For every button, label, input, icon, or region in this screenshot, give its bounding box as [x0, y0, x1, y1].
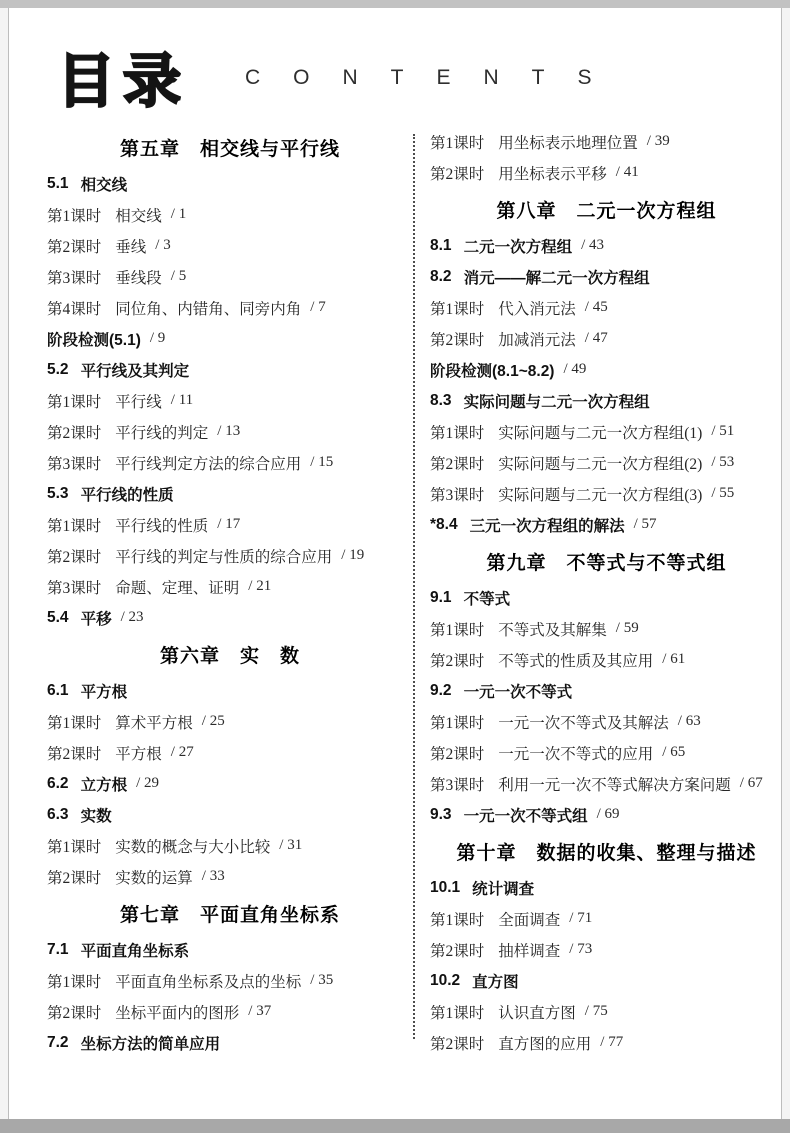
entry-page-number: / 5 — [170, 268, 187, 284]
entry-title: 第八章 二元一次方程组 — [496, 200, 717, 222]
toc-entry-section — [47, 478, 413, 509]
entry-page-number: / 29 — [136, 775, 159, 791]
entry-label: 9.2 — [430, 681, 452, 699]
entry-label: 6.2 — [47, 774, 69, 792]
toc-entry-section — [47, 934, 413, 965]
entry-title: 第十章 数据的收集、整理与描述 — [456, 842, 757, 864]
entry-title: 平面直角坐标系及点的坐标 — [115, 973, 302, 991]
entry-label: 第2课时 — [430, 455, 485, 473]
entry-title: 二元一次方程组 — [463, 238, 573, 256]
entry-label: 5.3 — [47, 484, 69, 502]
entry-title: 不等式的性质及其应用 — [498, 652, 654, 670]
toc-entry-section — [47, 799, 413, 830]
toc-entry-lesson — [430, 644, 783, 675]
toc-entry-section — [47, 675, 413, 706]
toc-entry-lesson — [430, 737, 783, 768]
entry-title: 一元一次不等式组 — [463, 807, 588, 825]
entry-label: 第2课时 — [430, 745, 485, 763]
entry-title: 用坐标表示地理位置 — [498, 134, 638, 152]
entry-title: 直方图的应用 — [498, 1035, 592, 1053]
entry-title: 一元一次不等式及其解法 — [498, 714, 669, 732]
entry-label: 7.2 — [47, 1033, 69, 1051]
entry-label: 第2课时 — [47, 869, 102, 887]
entry-label: 6.3 — [47, 805, 69, 823]
entry-title: 利用一元一次不等式解决方案问题 — [498, 776, 731, 794]
toc-entry-section — [430, 230, 783, 261]
toc-entry-lesson — [430, 1027, 783, 1058]
entry-page-number: / 25 — [201, 713, 225, 729]
entry-title: 平行线的判定与性质的综合应用 — [115, 548, 333, 566]
entry-label: 第1课时 — [430, 1004, 485, 1022]
entry-label: 第2课时 — [430, 165, 485, 183]
entry-title: 不等式及其解集 — [498, 621, 607, 639]
entry-label: 第1课时 — [430, 424, 485, 442]
entry-title: 代入消元法 — [498, 300, 576, 318]
entry-page-number: / 35 — [310, 972, 334, 988]
entry-label: 第1课时 — [47, 838, 102, 856]
entry-label: 10.2 — [430, 971, 461, 989]
toc-right-column — [415, 126, 783, 1058]
entry-label: 第2课时 — [47, 548, 102, 566]
entry-title: 实际问题与二元一次方程组(1) — [498, 424, 703, 442]
entry-page-number: / 7 — [310, 299, 326, 315]
entry-label: 第1课时 — [47, 393, 102, 411]
toc-entry-lesson — [47, 861, 413, 892]
entry-label: 8.2 — [430, 267, 452, 285]
entry-title: 平行线的性质 — [115, 517, 209, 535]
entry-page-number: / 51 — [711, 423, 735, 439]
entry-title: 平行线的性质 — [80, 486, 174, 504]
entry-title: 加减消元法 — [498, 331, 576, 349]
entry-page-number: / 19 — [341, 547, 365, 563]
entry-page-number: / 69 — [596, 806, 620, 822]
entry-label: 8.1 — [430, 236, 452, 254]
entry-title: 实际问题与二元一次方程组(3) — [498, 486, 703, 504]
toc-entry-lesson — [47, 996, 413, 1027]
toc-entry-section — [430, 509, 783, 540]
entry-page-number: / 23 — [120, 609, 144, 625]
entry-page-number: / 3 — [155, 237, 171, 253]
entry-title: 平方根 — [80, 683, 128, 701]
entry-title: 一元一次不等式的应用 — [498, 745, 654, 763]
entry-label: 第1课时 — [430, 621, 485, 639]
entry-page-number: / 33 — [201, 868, 225, 884]
entry-title: 立方根 — [80, 776, 128, 794]
toc-entry-section — [430, 872, 783, 903]
table-of-contents — [9, 126, 783, 1058]
entry-title: 不等式 — [463, 590, 511, 608]
entry-title: 平面直角坐标系 — [80, 942, 190, 960]
entry-label: 9.1 — [430, 588, 452, 606]
page-title-english: CONTENTS — [245, 66, 625, 89]
toc-entry-chapter — [430, 540, 783, 582]
page-top-edge — [0, 0, 790, 8]
entry-label: 第2课时 — [430, 1035, 485, 1053]
entry-title: 阶段检测(5.1) — [47, 331, 141, 349]
entry-label: 第1课时 — [430, 714, 485, 732]
toc-entry-section — [47, 602, 413, 633]
entry-title: 实际问题与二元一次方程组 — [463, 393, 650, 411]
entry-page-number: / 9 — [149, 330, 166, 346]
toc-entry-chapter — [430, 830, 783, 872]
toc-entry-lesson — [430, 768, 783, 799]
entry-title: 平行线及其判定 — [80, 362, 190, 380]
toc-entry-section — [47, 768, 413, 799]
toc-entry-chapter — [430, 188, 783, 230]
entry-title: 实数的概念与大小比较 — [115, 838, 271, 856]
entry-label: 第1课时 — [47, 714, 102, 732]
toc-entry-section — [430, 385, 783, 416]
entry-page-number: / 53 — [711, 454, 735, 470]
entry-title: 平方根 — [115, 745, 162, 763]
toc-entry-section — [430, 582, 783, 613]
entry-title: 相交线 — [115, 207, 162, 225]
toc-entry-lesson — [430, 706, 783, 737]
toc-entry-lesson — [430, 416, 783, 447]
entry-title: 抽样调查 — [498, 942, 561, 960]
entry-label: 第2课时 — [430, 331, 485, 349]
entry-page-number: / 11 — [170, 392, 194, 408]
page-bottom-edge — [0, 1119, 790, 1133]
entry-label: 第3课时 — [47, 269, 102, 287]
entry-title: 阶段检测(8.1~8.2) — [430, 362, 555, 380]
toc-entry-lesson — [47, 737, 413, 768]
entry-page-number: / 17 — [217, 516, 241, 532]
entry-title: 坐标方法的简单应用 — [80, 1035, 221, 1053]
toc-entry-section — [47, 168, 413, 199]
entry-label: 5.1 — [47, 174, 69, 192]
toc-entry-lesson — [430, 323, 783, 354]
toc-entry-lesson — [47, 447, 413, 478]
toc-entry-section — [430, 675, 783, 706]
entry-page-number: / 55 — [711, 485, 735, 501]
toc-entry-test — [430, 354, 783, 385]
entry-title: 垂线 — [115, 238, 147, 256]
entry-page-number: / 61 — [662, 651, 686, 667]
entry-title: 第七章 平面直角坐标系 — [119, 904, 340, 926]
entry-title: 统计调查 — [472, 880, 535, 898]
toc-entry-lesson — [430, 934, 783, 965]
entry-label: 第1课时 — [47, 517, 102, 535]
entry-title: 实际问题与二元一次方程组(2) — [498, 455, 703, 473]
entry-label: 第3课时 — [430, 776, 485, 794]
entry-page-number: / 45 — [584, 299, 608, 315]
toc-entry-lesson — [47, 230, 413, 261]
entry-title: 相交线 — [80, 176, 128, 194]
entry-label: 第2课时 — [430, 652, 485, 670]
entry-page-number: / 59 — [615, 620, 639, 636]
entry-label: 第1课时 — [47, 207, 102, 225]
toc-entry-lesson — [47, 416, 413, 447]
entry-label: 第2课时 — [47, 238, 102, 256]
entry-label: 第1课时 — [430, 134, 485, 152]
toc-entry-chapter — [47, 892, 413, 934]
toc-entry-chapter — [47, 126, 413, 168]
entry-page-number: / 31 — [279, 837, 303, 853]
toc-entry-lesson — [47, 509, 413, 540]
entry-title: 直方图 — [472, 973, 519, 991]
entry-page-number: / 57 — [633, 516, 657, 532]
entry-page-number: / 39 — [646, 133, 670, 149]
entry-title: 平行线的判定 — [115, 424, 209, 442]
entry-page-number: / 41 — [615, 164, 639, 180]
entry-title: 平移 — [80, 610, 112, 628]
entry-label: 5.4 — [47, 608, 69, 626]
entry-label: 6.1 — [47, 681, 69, 699]
entry-page-number: / 49 — [563, 361, 587, 377]
toc-entry-lesson — [430, 447, 783, 478]
entry-page-number: / 21 — [248, 578, 272, 594]
entry-page-number: / 43 — [581, 237, 604, 253]
entry-label: 第2课时 — [430, 942, 485, 960]
entry-label: 5.2 — [47, 360, 69, 378]
entry-page-number: / 47 — [584, 330, 608, 346]
toc-entry-section — [430, 261, 783, 292]
entry-label: 第3课时 — [47, 579, 102, 597]
entry-page-number: / 27 — [170, 744, 194, 760]
entry-title: 用坐标表示平移 — [498, 165, 607, 183]
entry-label: 第1课时 — [47, 973, 102, 991]
toc-entry-lesson — [430, 996, 783, 1027]
toc-entry-test — [47, 323, 413, 354]
entry-label: *8.4 — [430, 515, 458, 533]
toc-entry-lesson — [430, 903, 783, 934]
entry-title: 三元一次方程组的解法 — [469, 517, 625, 535]
book-page — [8, 8, 782, 1119]
entry-label: 8.3 — [430, 391, 452, 409]
entry-title: 实数的运算 — [115, 869, 193, 887]
toc-entry-lesson — [47, 571, 413, 602]
entry-page-number: / 77 — [600, 1034, 624, 1050]
page-title: 目录 — [57, 49, 190, 114]
toc-entry-lesson — [430, 126, 783, 157]
entry-title: 命题、定理、证明 — [115, 579, 240, 597]
entry-label: 第1课时 — [430, 300, 485, 318]
toc-entry-section — [430, 965, 783, 996]
entry-page-number: / 63 — [677, 713, 701, 729]
toc-entry-lesson — [47, 830, 413, 861]
entry-label: 9.3 — [430, 805, 452, 823]
entry-title: 消元——解二元一次方程组 — [463, 269, 650, 287]
toc-entry-lesson — [47, 965, 413, 996]
toc-entry-lesson — [47, 292, 413, 323]
toc-entry-section — [47, 354, 413, 385]
toc-entry-lesson — [47, 261, 413, 292]
entry-title: 一元一次不等式 — [463, 683, 573, 701]
entry-title: 平行线 — [115, 393, 162, 411]
entry-label: 第2课时 — [47, 1004, 102, 1022]
entry-page-number: / 73 — [569, 941, 593, 957]
entry-label: 第3课时 — [430, 486, 485, 504]
entry-title: 全面调查 — [498, 911, 561, 929]
entry-page-number: / 65 — [662, 744, 686, 760]
entry-title: 第六章 实 数 — [159, 645, 300, 667]
entry-page-number: / 75 — [584, 1003, 608, 1019]
entry-title: 坐标平面内的图形 — [115, 1004, 240, 1022]
toc-entry-section — [430, 799, 783, 830]
entry-label: 第1课时 — [430, 911, 485, 929]
toc-entry-chapter — [47, 633, 413, 675]
entry-title: 实数 — [80, 807, 112, 825]
entry-title: 同位角、内错角、同旁内角 — [115, 300, 302, 318]
toc-entry-lesson — [430, 292, 783, 323]
entry-page-number: / 37 — [248, 1003, 272, 1019]
toc-entry-lesson — [47, 540, 413, 571]
toc-entry-lesson — [47, 385, 413, 416]
entry-title: 垂线段 — [115, 269, 162, 287]
toc-entry-lesson — [430, 478, 783, 509]
entry-label: 第2课时 — [47, 745, 102, 763]
entry-page-number: / 71 — [569, 910, 593, 926]
entry-title: 第五章 相交线与平行线 — [119, 138, 340, 160]
entry-title: 算术平方根 — [115, 714, 193, 732]
toc-left-column — [9, 126, 413, 1058]
entry-page-number: / 67 — [739, 775, 763, 791]
entry-title: 第九章 不等式与不等式组 — [486, 552, 727, 574]
toc-entry-lesson — [430, 613, 783, 644]
entry-label: 第2课时 — [47, 424, 102, 442]
entry-label: 7.1 — [47, 940, 69, 958]
toc-entry-lesson — [430, 157, 783, 188]
entry-page-number: / 1 — [170, 206, 187, 222]
toc-entry-lesson — [47, 199, 413, 230]
entry-page-number: / 13 — [217, 423, 241, 439]
entry-title: 认识直方图 — [498, 1004, 576, 1022]
toc-entry-section — [47, 1027, 413, 1058]
entry-label: 10.1 — [430, 878, 461, 896]
entry-label: 第4课时 — [47, 300, 102, 318]
entry-title: 平行线判定方法的综合应用 — [115, 455, 302, 473]
entry-page-number: / 15 — [310, 454, 334, 470]
entry-label: 第3课时 — [47, 455, 102, 473]
toc-entry-lesson — [47, 706, 413, 737]
